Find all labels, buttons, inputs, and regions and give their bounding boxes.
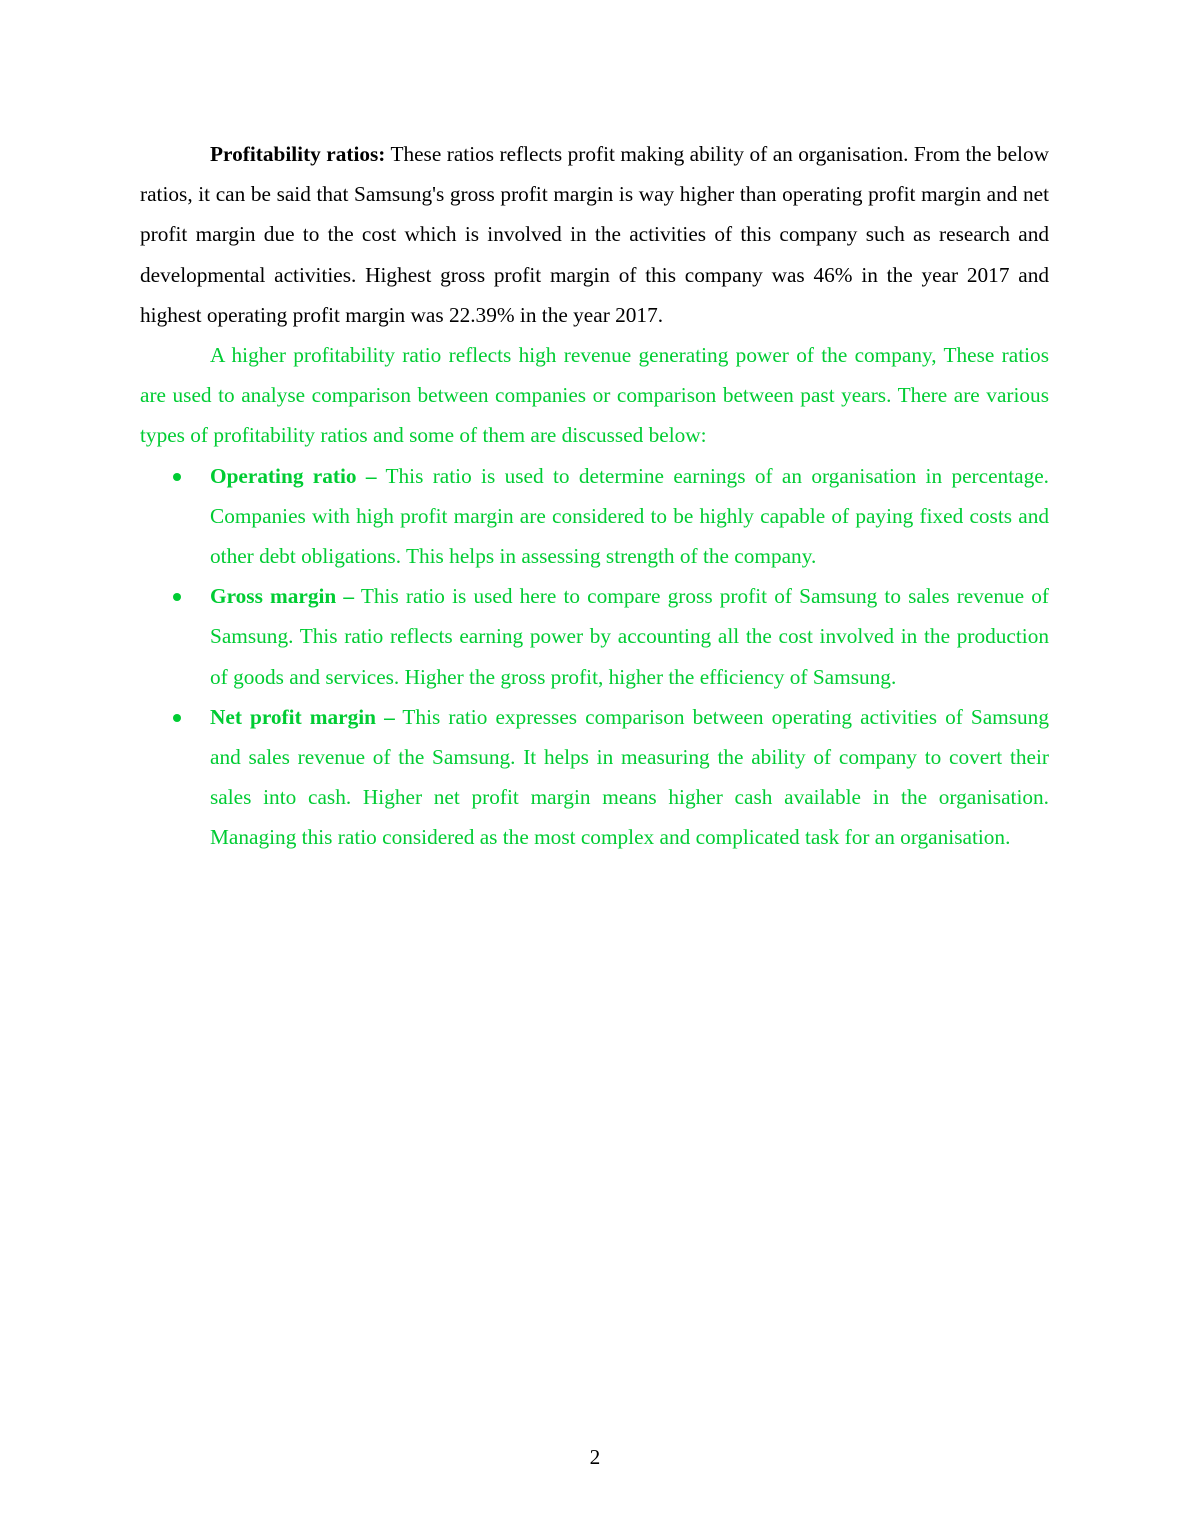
gross-margin-text: This ratio is used here to compare gross profit of Samsung to sales revenue of Samsung. This ratio reflects earning power by accounting all the cost involved in the production of goods and services. Higher the gross profit, higher the efficiency of Samsung. — [210, 584, 1050, 689]
list-item-gross-margin — [210, 576, 1049, 697]
ratio-types-list — [140, 456, 1049, 858]
bullet-icon — [173, 473, 181, 481]
gross-margin-term: Gross margin – — [210, 584, 355, 609]
profitability-ratios-heading: Profitability ratios: — [210, 142, 386, 166]
list-item-operating-ratio — [210, 456, 1049, 577]
profitability-overview-paragraph: A higher profitability ratio reflects high revenue generating power of the company, These ratios are used to analyse comparison between companies or comparison between past years. There are various types of profitability ratios and some of them are discussed below: — [140, 343, 1049, 448]
list-item-net-profit-margin — [210, 697, 1049, 858]
operating-ratio-text: This ratio is used to determine earnings of an organisation in percentage. Companies with high profit margin are considered to be highly capable of paying fixed costs and other debt obligations. This helps in assessing strength of the company. — [210, 463, 1049, 569]
bullet-icon — [173, 714, 181, 722]
page-number: 2 — [589, 1445, 601, 1469]
page-content — [140, 134, 1049, 858]
profitability-ratios-paragraph — [140, 134, 1049, 335]
operating-ratio-term: Operating ratio – — [210, 463, 377, 488]
net-profit-margin-text: This ratio expresses comparison between operating activities of Samsung and sales revenue of the Samsung. It helps in measuring the ability of company to covert their sales into cash. Higher net profit margin means higher cash available in the organisation. Managing this ratio considered as the most complex and complicated task for an organisation. — [210, 704, 1049, 850]
net-profit-margin-term: Net profit margin – — [210, 704, 395, 729]
profitability-ratios-text: These ratios reflects profit making ability of an organisation. From the below ratios, it can be said that Samsung's gross profit margin is way higher than operating profit margin and net profit margin due to the cost which is involved in the activities of this company such as research and developmental activities. Highest gross profit margin of this company was 46% in the year 2017 and highest operating profit margin was 22.39% in the year 2017. — [140, 142, 1049, 327]
bullet-icon — [173, 593, 181, 601]
